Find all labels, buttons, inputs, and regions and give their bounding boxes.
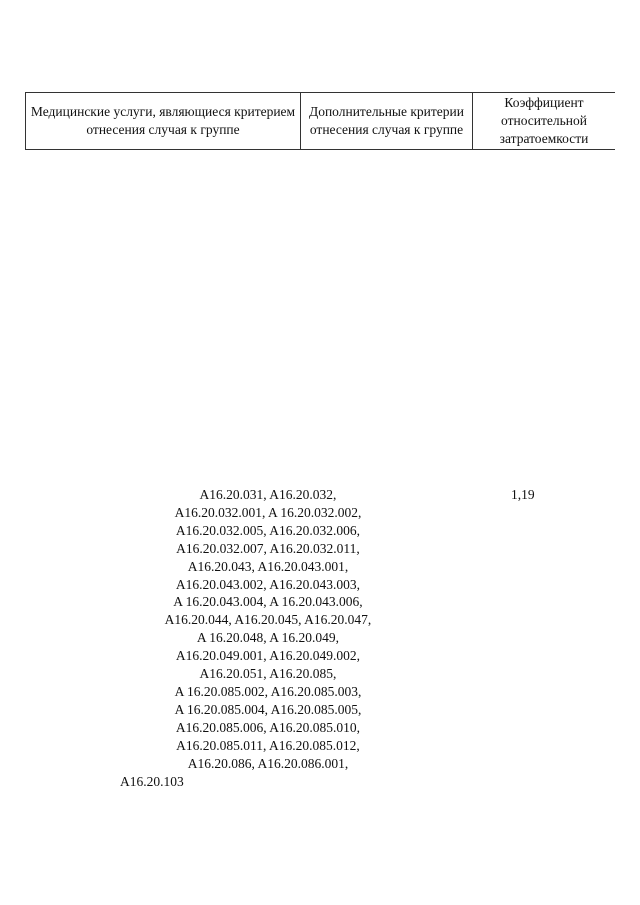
service-code-line: A16.20.049.001, A16.20.049.002, [175,648,361,664]
service-code-line: A16.20.032.005, A16.20.032.006, [175,522,361,538]
cost-coefficient-value: 1,19 [511,487,535,502]
service-code-line: A 16.20.085.004, A16.20.085.005, [174,701,362,717]
header-medical-services: Медицинские услуги, являющиеся критерием отнесения случая к группе [26,93,301,150]
header-row [26,93,616,150]
service-code-line-last: A16.20.103 [120,773,184,789]
header-additional-criteria: Дополнительные критерии отнесения случая к группе [301,93,473,150]
service-code-line: A16.20.043.002, A16.20.043.003, [175,576,361,592]
service-code-line: A16.20.085.011, A16.20.085.012, [176,737,360,753]
service-code-line: A 16.20.043.004, A 16.20.043.006, [173,594,363,610]
service-code-line: A16.20.085.006, A16.20.085.010, [175,719,361,735]
service-code-line: A16.20.032.001, A 16.20.032.002, [174,504,362,520]
service-code-line: A16.20.051, A16.20.085, [199,666,337,682]
service-code-line: A16.20.044, A16.20.045, A16.20.047, [164,612,372,628]
service-code-line: A 16.20.048, A 16.20.049, [196,630,340,646]
service-code-line: A16.20.031, A16.20.032, [199,487,337,502]
service-code-line: A16.20.086, A16.20.086.001, [187,755,349,771]
criteria-table-header [25,92,615,150]
header-cost-coefficient: Коэффициент относительной затратоемкости [473,93,616,150]
service-code-line: A16.20.032.007, A16.20.032.011, [176,540,360,556]
service-codes-list [120,486,416,790]
service-code-line: A 16.20.085.002, A16.20.085.003, [174,683,362,699]
service-code-line: A16.20.043, A16.20.043.001, [187,558,349,574]
